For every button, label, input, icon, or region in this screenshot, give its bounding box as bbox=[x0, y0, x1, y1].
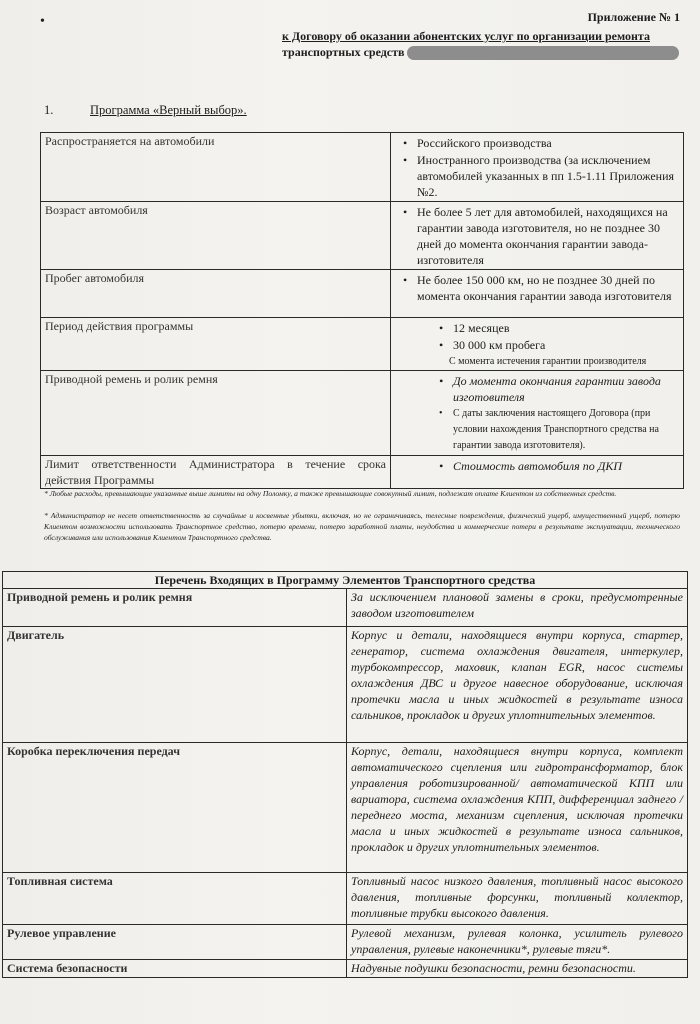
table-row bbox=[3, 743, 688, 873]
redacted-text bbox=[407, 46, 679, 60]
list-item: • Стоимость автомобиля по ДКП bbox=[453, 458, 679, 474]
row-value bbox=[391, 371, 684, 456]
list-item: • С даты заключения настоящего Договора (при условии нахождения Транспортного средства на гарантии завода изготовителя). bbox=[453, 406, 679, 454]
table-row bbox=[3, 925, 688, 960]
element-desc: Рулевой механизм, рулевая колонка, усилитель рулевого управления, рулевые наконечники*, рулевые тяги*. bbox=[347, 925, 688, 960]
element-desc: Топливный насос низкого давления, топливный насос высокого давления, топливные форсунки, топливный коллектор, топливные трубки высокого давления. bbox=[347, 873, 688, 925]
element-desc: Корпус и детали, находящиеся внутри корпуса, стартер, генератор, система охлаждения двигателя, интеркулер, турбокомпрессор, маховик, клапан EGR, насос системы охлаждения ДВС и другое навесное оборудование, исключая протечки масла и иных жидкостей в результате износа сальников, прокладок и других уплотнительных элементов. bbox=[347, 627, 688, 743]
element-desc: Корпус, детали, находящиеся внутри корпуса, комплект автоматического сцепления или гидротрансформатор, блок управления роботизированной/ автоматической КПП или вариатора, система охлаждения КПП, дифференциал заднего / переднего моста, механизм сцепления, исключая протечки масла и иных жидкостей в результате износа сальников, прокладок и других уплотнительных элементов. bbox=[347, 743, 688, 873]
table-row bbox=[3, 589, 688, 627]
element-desc: Надувные подушки безопасности, ремни безопасности. bbox=[347, 960, 688, 978]
section-heading bbox=[44, 103, 247, 118]
list-item: • Не более 5 лет для автомобилей, находящихся на гарантии завода изготовителя, но не позднее 30 дней до момента окончания гарантии завода-изготовителя bbox=[417, 204, 679, 268]
table-row bbox=[41, 371, 684, 456]
table-row bbox=[3, 873, 688, 925]
section-number: 1. bbox=[44, 103, 54, 117]
contract-title bbox=[282, 28, 679, 60]
table-row bbox=[41, 133, 684, 202]
table-row bbox=[41, 270, 684, 318]
table-row bbox=[3, 960, 688, 978]
list-item: • До момента окончания гарантии завода изготовителя bbox=[453, 373, 679, 405]
element-name: Коробка переключения передач bbox=[3, 743, 347, 873]
footnote-1: * Любые расходы, превышающие указанные выше лимиты на одну Поломку, а также превышающие совокупный лимит, подлежат оплате Клиентом из собственных средств. bbox=[44, 489, 617, 498]
elements-table bbox=[2, 571, 688, 978]
table-row bbox=[41, 202, 684, 270]
row-label: Период действия программы bbox=[41, 318, 391, 371]
elements-table-title: Перечень Входящих в Программу Элементов Транспортного средства bbox=[3, 572, 688, 589]
element-name: Топливная система bbox=[3, 873, 347, 925]
element-desc: За исключением плановой замены в сроки, предусмотренные заводом изготовителем bbox=[347, 589, 688, 627]
margin-dot: • bbox=[40, 14, 45, 29]
contract-line-1: к Договору об оказании абонентских услуг по организации ремонта bbox=[282, 29, 650, 43]
list-item: • Не более 150 000 км, но не позднее 30 дней по момента окончания гарантии завода изготовителя bbox=[417, 272, 679, 304]
table-row bbox=[3, 627, 688, 743]
row-value bbox=[391, 270, 684, 318]
section-title: Программа «Верный выбор». bbox=[90, 103, 247, 117]
table-row bbox=[41, 318, 684, 371]
appendix-label: Приложение № 1 bbox=[587, 10, 680, 24]
period-note: С момента истечения гарантии производителя bbox=[449, 356, 647, 367]
row-label: Пробег автомобиля bbox=[41, 270, 391, 318]
element-name: Рулевое управление bbox=[3, 925, 347, 960]
row-value bbox=[391, 318, 684, 371]
table-header-row bbox=[3, 572, 688, 589]
list-item: • 30 000 км пробега bbox=[453, 337, 679, 353]
footnote-2: * Администратор не несет ответственность за случайные и косвенные убытки, включая, но не ограничиваясь, телесные повреждения, физический ущерб, имущественный ущерб, потерю Клиентом возможности использовать Транспортное средство, потерю времени, потерю заработной платы, неудобства и коммерческие потери в результате эксплуатации, технического обслуживания или использования Клиентом Транспортного средства. bbox=[44, 511, 680, 542]
row-label: Приводной ремень и ролик ремня bbox=[41, 371, 391, 456]
table-row bbox=[41, 456, 684, 489]
list-item: • 12 месяцев bbox=[453, 320, 679, 336]
element-name: Двигатель bbox=[3, 627, 347, 743]
row-value bbox=[391, 456, 684, 489]
program-table bbox=[40, 132, 684, 489]
row-value bbox=[391, 133, 684, 202]
element-name: Система безопасности bbox=[3, 960, 347, 978]
list-item: • Иностранного производства (за исключением автомобилей указанных в пп 1.5-1.11 Приложения №2. bbox=[417, 152, 679, 200]
row-value bbox=[391, 202, 684, 270]
row-label: Лимит ответственности Администратора в течение срока действия Программы bbox=[41, 456, 391, 489]
contract-line-2: транспортных средств bbox=[282, 45, 405, 59]
row-label: Возраст автомобиля bbox=[41, 202, 391, 270]
row-label: Распространяется на автомобили bbox=[41, 133, 391, 202]
list-item: • Российского производства bbox=[417, 135, 679, 151]
element-name: Приводной ремень и ролик ремня bbox=[3, 589, 347, 627]
